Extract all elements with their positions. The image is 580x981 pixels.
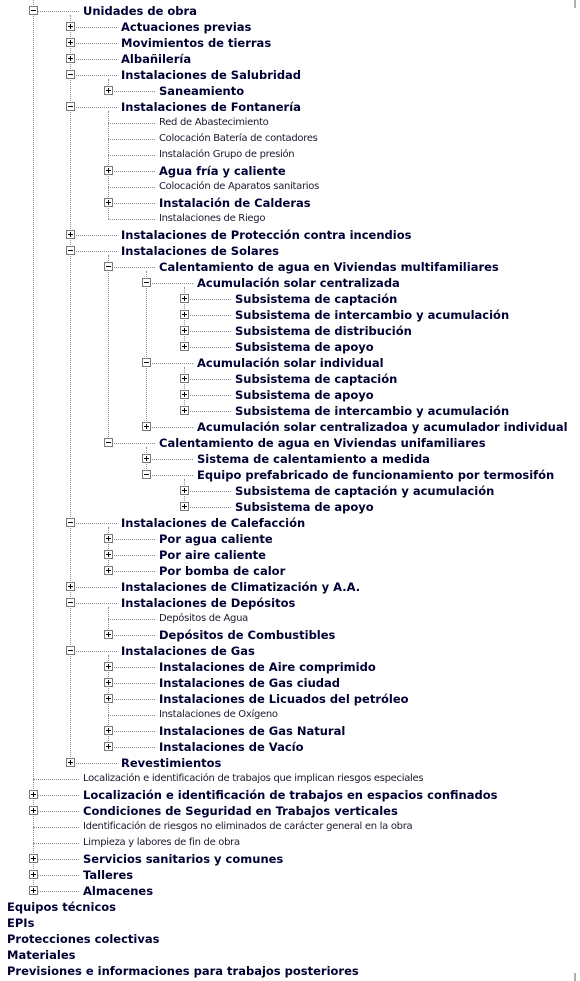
tree-node[interactable] xyxy=(0,227,580,243)
expand-icon[interactable] xyxy=(29,886,38,895)
tree-node-label[interactable]: Protecciones colectivas xyxy=(7,932,160,946)
tree-node-label[interactable]: Instalaciones de Gas xyxy=(121,644,255,658)
tree-connector xyxy=(108,123,155,124)
expand-icon[interactable] xyxy=(29,806,38,815)
collapse-icon[interactable] xyxy=(104,262,113,271)
tree-node[interactable] xyxy=(0,19,580,35)
tree-connector xyxy=(33,859,79,860)
tree-connector xyxy=(108,747,155,748)
tree-node-label[interactable]: Sistema de calentamiento a medida xyxy=(197,452,430,466)
tree-connector xyxy=(70,27,117,28)
tree-node[interactable] xyxy=(0,483,580,499)
tree-node-label[interactable]: Red de Abastecimiento xyxy=(159,117,269,128)
expand-icon[interactable] xyxy=(142,422,151,431)
tree-node[interactable] xyxy=(0,675,580,691)
tree-node-label[interactable]: Subsistema de captación xyxy=(235,372,398,386)
tree-node-label[interactable]: Equipo prefabricado de funcionamiento por termosifón xyxy=(197,468,555,482)
tree-connector xyxy=(108,699,155,700)
tree-connector xyxy=(70,107,117,108)
tree-node-label[interactable]: Talleres xyxy=(83,868,134,882)
tree-node-label[interactable]: Previsiones e informaciones para trabajos posteriores xyxy=(7,964,359,978)
tree-node[interactable] xyxy=(0,867,580,883)
tree-node[interactable] xyxy=(0,579,580,595)
collapse-icon[interactable] xyxy=(104,438,113,447)
tree-connector xyxy=(108,539,155,540)
expand-icon[interactable] xyxy=(180,326,189,335)
collapse-icon[interactable] xyxy=(66,70,75,79)
expand-icon[interactable] xyxy=(104,662,113,671)
collapse-icon[interactable] xyxy=(66,598,75,607)
expand-icon[interactable] xyxy=(66,54,75,63)
tree-node-label[interactable]: Condiciones de Seguridad en Trabajos verticales xyxy=(83,804,398,818)
expand-icon[interactable] xyxy=(180,390,189,399)
tree-connector xyxy=(70,763,117,764)
tree-node[interactable] xyxy=(0,883,580,899)
tree-node[interactable] xyxy=(0,819,580,835)
tree-node-label[interactable]: Instalaciones de Climatización y A.A. xyxy=(121,580,361,594)
tree-node-label[interactable]: Instalaciones de Fontanería xyxy=(121,100,301,114)
tree-node[interactable] xyxy=(0,915,580,931)
expand-icon[interactable] xyxy=(66,38,75,47)
tree-node[interactable] xyxy=(0,739,580,755)
tree-node-label[interactable]: Servicios sanitarios y comunes xyxy=(83,852,284,866)
tree-node-label[interactable]: Instalación Grupo de presión xyxy=(159,149,295,160)
tree-node-label[interactable]: Equipos técnicos xyxy=(7,900,117,914)
tree-node[interactable] xyxy=(0,99,580,115)
expand-icon[interactable] xyxy=(180,310,189,319)
tree-connector xyxy=(146,475,193,476)
tree-connector xyxy=(146,459,193,460)
tree-node[interactable] xyxy=(0,771,580,787)
tree-node[interactable] xyxy=(0,51,580,67)
tree-node[interactable] xyxy=(0,611,580,627)
tree-connector xyxy=(33,795,79,796)
tree-node-label[interactable]: Identificación de riesgos no eliminados de carácter general en la obra xyxy=(83,821,413,832)
tree-connector xyxy=(108,731,155,732)
tree-connector xyxy=(70,43,117,44)
tree-connector xyxy=(108,619,155,620)
expand-icon[interactable] xyxy=(104,678,113,687)
tree-node-label[interactable]: Limpieza y labores de fin de obra xyxy=(83,837,240,848)
tree-connector xyxy=(33,843,79,844)
tree-node[interactable] xyxy=(0,131,580,147)
tree-connector xyxy=(70,523,117,524)
tree-node-label[interactable]: Instalaciones de Calefacción xyxy=(121,516,306,530)
expand-icon[interactable] xyxy=(104,86,113,95)
tree-node-label[interactable]: Instalaciones de Licuados del petróleo xyxy=(159,692,409,706)
tree-node[interactable] xyxy=(0,547,580,563)
expand-icon[interactable] xyxy=(66,230,75,239)
tree-connector xyxy=(108,443,155,444)
tree-connector xyxy=(108,187,155,188)
tree-connector xyxy=(184,507,231,508)
tree-node[interactable] xyxy=(0,387,580,403)
tree-node-label[interactable]: Subsistema de apoyo xyxy=(235,340,374,354)
expand-icon[interactable] xyxy=(104,566,113,575)
tree-node[interactable] xyxy=(0,803,580,819)
tree-node-label[interactable]: Calentamiento de agua en Viviendas unifamiliares xyxy=(159,436,486,450)
tree-node-label[interactable]: Movimientos de tierras xyxy=(121,36,272,50)
expand-icon[interactable] xyxy=(180,502,189,511)
tree-node[interactable] xyxy=(0,35,580,51)
tree-connector xyxy=(70,251,117,252)
expand-icon[interactable] xyxy=(180,486,189,495)
expand-icon[interactable] xyxy=(104,198,113,207)
expand-icon[interactable] xyxy=(142,454,151,463)
tree-node[interactable] xyxy=(0,467,580,483)
tree-connector xyxy=(108,667,155,668)
tree-node-label[interactable]: Almacenes xyxy=(83,884,154,898)
tree-node[interactable] xyxy=(0,451,580,467)
tree-connector xyxy=(33,811,79,812)
tree-node-label[interactable]: Acumulación solar centralizada xyxy=(197,276,400,290)
tree-node-label[interactable]: Subsistema de distribución xyxy=(235,324,412,338)
tree-connector xyxy=(70,75,117,76)
collapse-icon[interactable] xyxy=(142,278,151,287)
tree-connector xyxy=(70,587,117,588)
tree-node-label[interactable]: Agua fría y caliente xyxy=(159,164,286,178)
tree-node[interactable] xyxy=(0,723,580,739)
tree-node[interactable] xyxy=(0,403,580,419)
tree-node-label[interactable]: Colocación Batería de contadores xyxy=(159,133,318,144)
expand-icon[interactable] xyxy=(104,550,113,559)
tree-connector xyxy=(146,427,193,428)
collapse-icon[interactable] xyxy=(142,470,151,479)
tree-node[interactable] xyxy=(0,371,580,387)
tree-node-label[interactable]: Instalaciones de Aire comprimido xyxy=(159,660,376,674)
expand-icon[interactable] xyxy=(104,726,113,735)
tree-connector xyxy=(33,891,79,892)
tree-node-label[interactable]: Subsistema de apoyo xyxy=(235,500,374,514)
tree-node[interactable] xyxy=(0,147,580,163)
tree-node[interactable] xyxy=(0,83,580,99)
tree-node[interactable] xyxy=(0,931,580,947)
tree-connector xyxy=(33,779,79,780)
expand-icon[interactable] xyxy=(180,406,189,415)
expand-icon[interactable] xyxy=(104,166,113,175)
expand-icon[interactable] xyxy=(29,790,38,799)
tree-node[interactable] xyxy=(0,163,580,179)
tree-node-label[interactable]: Instalación de Calderas xyxy=(159,196,311,210)
tree-connector xyxy=(184,299,231,300)
tree-connector xyxy=(146,283,193,284)
tree-node[interactable] xyxy=(0,899,580,915)
tree-node-label[interactable]: Albañilería xyxy=(121,52,192,66)
tree-node-label[interactable]: Instalaciones de Riego xyxy=(159,213,266,224)
tree-node[interactable] xyxy=(0,947,580,963)
expand-icon[interactable] xyxy=(66,22,75,31)
tree-node[interactable] xyxy=(0,339,580,355)
collapse-icon[interactable] xyxy=(66,246,75,255)
tree-connector xyxy=(108,219,155,220)
tree-connector xyxy=(184,411,231,412)
tree-node-label[interactable]: Acumulación solar individual xyxy=(197,356,384,370)
tree-node-label[interactable]: Subsistema de intercambio y acumulación xyxy=(235,308,510,322)
collapse-icon[interactable] xyxy=(142,358,151,367)
tree-node-label[interactable]: Instalaciones de Gas ciudad xyxy=(159,676,341,690)
tree-node-label[interactable]: Subsistema de apoyo xyxy=(235,388,374,402)
tree-connector xyxy=(108,635,155,636)
tree-node[interactable] xyxy=(0,563,580,579)
tree-node-label[interactable]: Instalaciones de Salubridad xyxy=(121,68,302,82)
tree-node[interactable] xyxy=(0,643,580,659)
tree-connector xyxy=(108,91,155,92)
tree-node[interactable] xyxy=(0,67,580,83)
tree-node[interactable] xyxy=(0,243,580,259)
collapse-icon[interactable] xyxy=(66,518,75,527)
tree-node-label[interactable]: Localización e identificación de trabajos que implican riesgos especiales xyxy=(83,773,424,784)
tree-connector xyxy=(184,395,231,396)
tree-node[interactable] xyxy=(0,275,580,291)
tree-node[interactable] xyxy=(0,515,580,531)
expand-icon[interactable] xyxy=(104,694,113,703)
tree-node[interactable] xyxy=(0,323,580,339)
tree-node-label[interactable]: Subsistema de captación xyxy=(235,292,398,306)
tree-node[interactable] xyxy=(0,307,580,323)
tree-node[interactable] xyxy=(0,291,580,307)
tree-connector xyxy=(184,491,231,492)
scroll-edge-mark xyxy=(574,973,576,981)
tree-node[interactable] xyxy=(0,755,580,771)
tree-node[interactable] xyxy=(0,499,580,515)
tree-node[interactable] xyxy=(0,211,580,227)
tree-node-label[interactable]: Saneamiento xyxy=(159,84,245,98)
expand-icon[interactable] xyxy=(66,582,75,591)
tree-connector xyxy=(33,875,79,876)
tree-node-label[interactable]: Instalaciones de Oxígeno xyxy=(159,709,278,720)
tree-node-label[interactable]: Unidades de obra xyxy=(83,4,197,18)
tree-node[interactable] xyxy=(0,787,580,803)
tree-node-label[interactable]: Por bomba de calor xyxy=(159,564,286,578)
tree-node-label[interactable]: Revestimientos xyxy=(121,756,222,770)
tree-connector xyxy=(108,139,155,140)
tree-node[interactable] xyxy=(0,3,580,19)
tree-connector xyxy=(108,715,155,716)
tree-node[interactable] xyxy=(0,707,580,723)
tree-node[interactable] xyxy=(0,851,580,867)
tree-node-label[interactable]: Materiales xyxy=(7,948,76,962)
expand-icon[interactable] xyxy=(104,534,113,543)
tree-node[interactable] xyxy=(0,963,580,979)
tree-node[interactable] xyxy=(0,627,580,643)
tree-node[interactable] xyxy=(0,691,580,707)
tree-node[interactable] xyxy=(0,531,580,547)
tree-node[interactable] xyxy=(0,115,580,131)
tree-node-label[interactable]: Acumulación solar centralizadoa y acumulador individual xyxy=(197,420,568,434)
tree-node[interactable] xyxy=(0,419,580,435)
tree-node[interactable] xyxy=(0,595,580,611)
tree-connector xyxy=(108,555,155,556)
tree-connector xyxy=(33,827,79,828)
tree-connector xyxy=(108,571,155,572)
tree-connector xyxy=(108,267,155,268)
collapse-icon[interactable] xyxy=(29,6,38,15)
tree-node-label[interactable]: Instalaciones de Protección contra incendios xyxy=(121,228,412,242)
expand-icon[interactable] xyxy=(180,374,189,383)
expand-icon[interactable] xyxy=(29,854,38,863)
tree-connector xyxy=(146,363,193,364)
tree-node-label[interactable]: Instalaciones de Solares xyxy=(121,244,280,258)
tree-node[interactable] xyxy=(0,435,580,451)
tree-node-label[interactable]: Colocación de Aparatos sanitarios xyxy=(159,181,320,192)
tree-node-label[interactable]: Instalaciones de Vacío xyxy=(159,740,304,754)
tree-connector xyxy=(70,603,117,604)
tree-node-label[interactable]: Instalaciones de Gas Natural xyxy=(159,724,346,738)
tree-connector xyxy=(184,315,231,316)
tree-node-label[interactable]: Depósitos de Agua xyxy=(159,613,248,624)
tree-node[interactable] xyxy=(0,259,580,275)
collapse-icon[interactable] xyxy=(66,646,75,655)
expand-icon[interactable] xyxy=(180,342,189,351)
tree-node-label[interactable]: Por agua caliente xyxy=(159,532,273,546)
expand-icon[interactable] xyxy=(66,758,75,767)
tree-node-label[interactable]: Subsistema de intercambio y acumulación xyxy=(235,404,510,418)
tree-node-label[interactable]: EPIs xyxy=(7,916,35,930)
tree-connector xyxy=(33,11,79,12)
tree-connector xyxy=(70,235,117,236)
tree-connector xyxy=(184,331,231,332)
tree-connector xyxy=(108,155,155,156)
tree-connector xyxy=(184,379,231,380)
tree-node-label[interactable]: Depósitos de Combustibles xyxy=(159,628,336,642)
expand-icon[interactable] xyxy=(180,294,189,303)
tree-node-label[interactable]: Actuaciones previas xyxy=(121,20,252,34)
tree-connector xyxy=(70,651,117,652)
tree-node-label[interactable]: Calentamiento de agua en Viviendas multifamiliares xyxy=(159,260,499,274)
tree-node[interactable] xyxy=(0,835,580,851)
expand-icon[interactable] xyxy=(104,630,113,639)
tree-node[interactable] xyxy=(0,355,580,371)
collapse-icon[interactable] xyxy=(66,102,75,111)
expand-icon[interactable] xyxy=(29,870,38,879)
tree-node[interactable] xyxy=(0,195,580,211)
tree-node-label[interactable]: Instalaciones de Depósitos xyxy=(121,596,296,610)
tree-node-label[interactable]: Subsistema de captación y acumulación xyxy=(235,484,495,498)
tree-node[interactable] xyxy=(0,179,580,195)
tree-connector xyxy=(108,203,155,204)
tree-connector xyxy=(108,171,155,172)
tree-connector xyxy=(108,683,155,684)
expand-icon[interactable] xyxy=(104,742,113,751)
tree-node-label[interactable]: Por aire caliente xyxy=(159,548,266,562)
tree-node[interactable] xyxy=(0,659,580,675)
tree-connector xyxy=(70,59,117,60)
tree-node-label[interactable]: Localización e identificación de trabajos en espacios confinados xyxy=(83,788,498,802)
scroll-edge-mark xyxy=(574,0,576,8)
tree-connector xyxy=(184,347,231,348)
